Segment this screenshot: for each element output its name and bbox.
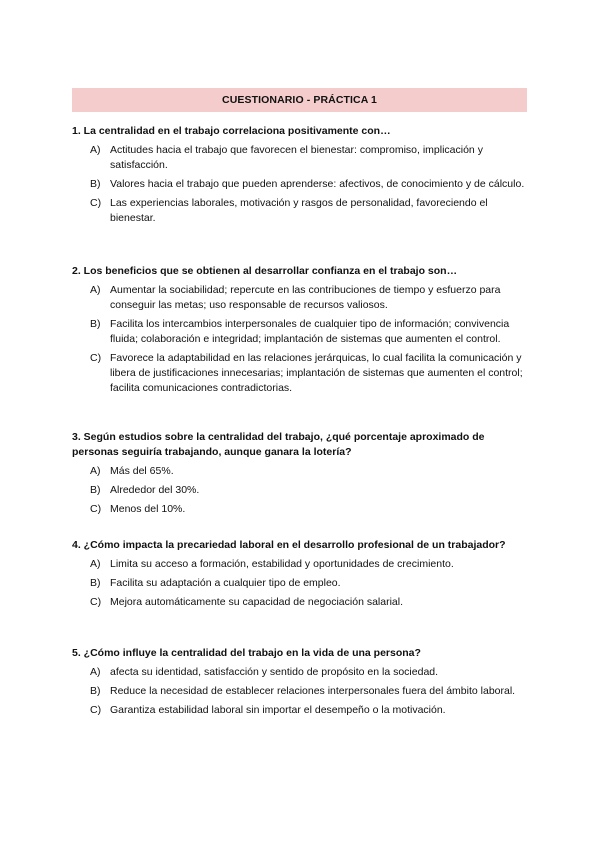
option-c: [72, 502, 532, 517]
option-b: [72, 177, 532, 192]
option-text: Facilita los intercambios interpersonales de cualquier tipo de información; convivencia fluida; colaboración e integridad; implantación de sistemas que aumenten el control.: [110, 318, 510, 345]
option-letter: C): [90, 704, 102, 716]
question-2: [72, 264, 532, 400]
option-b: [72, 576, 532, 591]
question-text: 4. ¿Cómo impacta la precariedad laboral en el desarrollo profesional de un trabajador?: [72, 539, 506, 551]
option-text: Valores hacia el trabajo que pueden aprenderse: afectivos, de conocimiento y de cálculo.: [110, 178, 525, 190]
option-text: Favorece la adaptabilidad en las relaciones jerárquicas, lo cual facilita la comunicación y libera de justificaciones innecesarias; implantación de sistemas que aumenten el control; facilita comunicaciones contradictorias.: [110, 352, 523, 394]
option-text: Facilita su adaptación a cualquier tipo de empleo.: [110, 577, 341, 589]
option-a: [72, 143, 532, 173]
option-text: Alrededor del 30%.: [110, 484, 200, 496]
option-letter: C): [90, 197, 102, 209]
option-c: [72, 703, 532, 718]
option-text: Mejora automáticamente su capacidad de negociación salarial.: [110, 596, 404, 608]
option-c: [72, 196, 532, 226]
option-a: [72, 557, 532, 572]
option-letter: A): [90, 144, 101, 156]
option-text: Garantiza estabilidad laboral sin importar el desempeño o la motivación.: [110, 704, 446, 716]
option-text: Más del 65%.: [110, 465, 174, 477]
option-letter: A): [90, 465, 101, 477]
question-1: [72, 124, 532, 230]
page-title: CUESTIONARIO - PRÁCTICA 1: [72, 88, 527, 112]
option-c: [72, 595, 532, 610]
option-a: [72, 283, 532, 313]
option-text: Reduce la necesidad de establecer relaciones interpersonales fuera del ámbito laboral.: [110, 685, 516, 697]
option-letter: B): [90, 685, 101, 697]
option-text: Limita su acceso a formación, estabilidad y oportunidades de crecimiento.: [110, 558, 454, 570]
option-letter: B): [90, 484, 101, 496]
option-text: Las experiencias laborales, motivación y rasgos de personalidad, favoreciendo el bienestar.: [110, 197, 488, 224]
question-text: 1. La centralidad en el trabajo correlaciona positivamente con…: [72, 125, 391, 137]
question-text: 3. Según estudios sobre la centralidad del trabajo, ¿qué porcentaje aproximado de personas seguiría trabajando, aunque ganara la lotería?: [72, 431, 485, 458]
option-b: [72, 684, 532, 699]
option-text: afecta su identidad, satisfacción y sentido de propósito en la sociedad.: [110, 666, 439, 678]
option-text: Menos del 10%.: [110, 503, 186, 515]
option-letter: A): [90, 558, 101, 570]
option-letter: B): [90, 577, 101, 589]
option-a: [72, 464, 532, 479]
question-text: 2. Los beneficios que se obtienen al desarrollar confianza en el trabajo son…: [72, 265, 458, 277]
option-letter: C): [90, 596, 102, 608]
question-5: [72, 646, 532, 722]
option-text: Actitudes hacia el trabajo que favorecen el bienestar: compromiso, implicación y satisfacción.: [110, 144, 483, 171]
option-letter: C): [90, 503, 102, 515]
option-a: [72, 665, 532, 680]
question-4: [72, 538, 532, 614]
option-b: [72, 317, 532, 347]
option-letter: B): [90, 178, 101, 190]
question-3: [72, 430, 532, 521]
option-c: [72, 351, 532, 396]
option-text: Aumentar la sociabilidad; repercute en las contribuciones de tiempo y esfuerzo para conseguir las metas; uso responsable de recursos valiosos.: [110, 284, 501, 311]
option-letter: C): [90, 352, 102, 364]
option-letter: A): [90, 284, 101, 296]
option-b: [72, 483, 532, 498]
option-letter: A): [90, 666, 101, 678]
question-text: 5. ¿Cómo influye la centralidad del trabajo en la vida de una persona?: [72, 647, 421, 659]
option-letter: B): [90, 318, 101, 330]
